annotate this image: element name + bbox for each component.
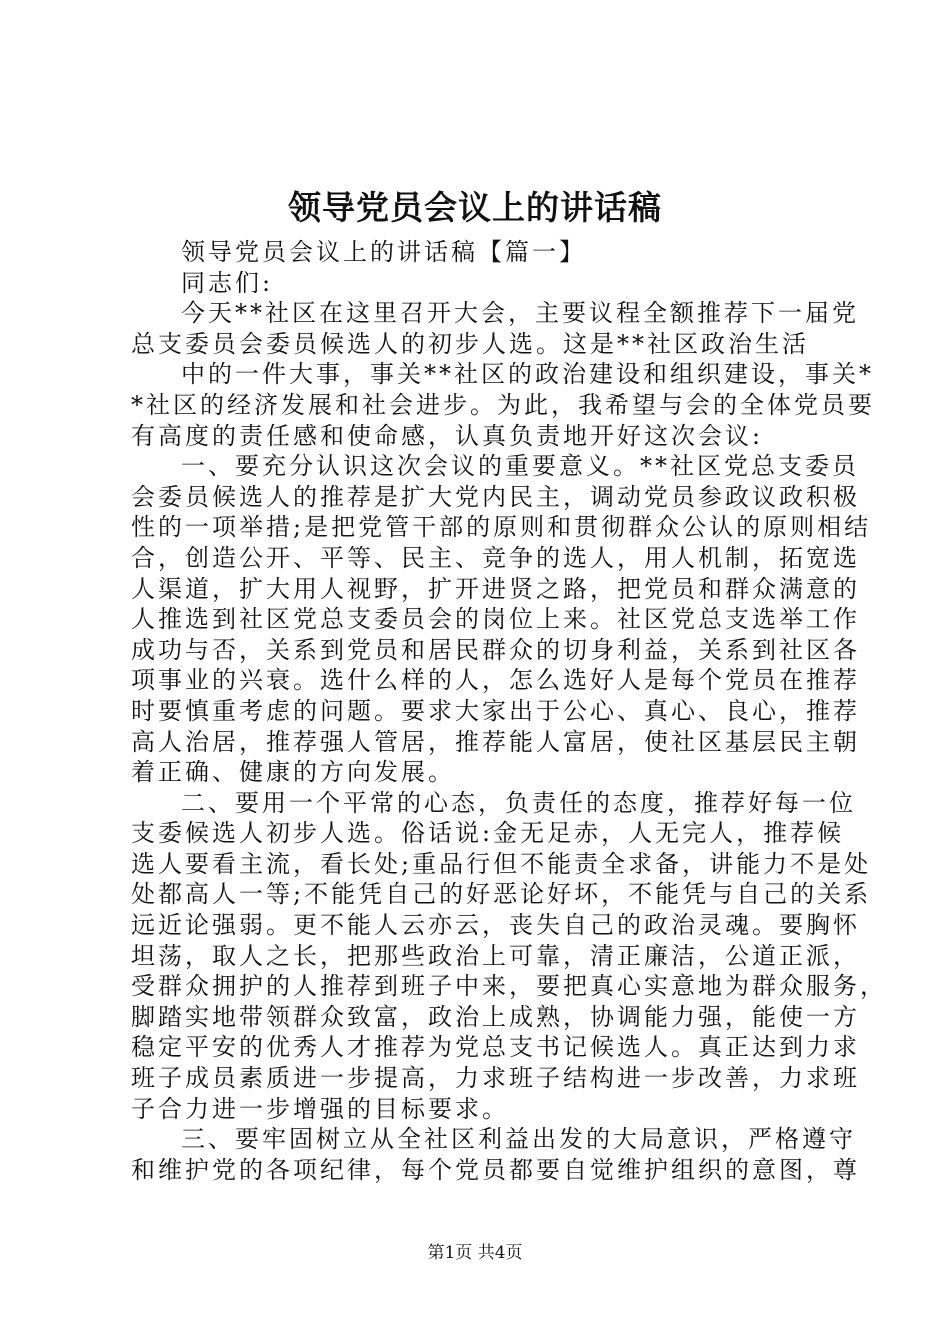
page-footer: 第1页 共4页 — [427, 1243, 523, 1263]
paragraph-line: 脚踏实地带领群众致富，政治上成熟，协调能力强，能使一方 — [131, 1002, 860, 1031]
paragraph-line: 选人要看主流，看长处;重品行但不能责全求备，讲能力不是处 — [131, 849, 872, 878]
paragraph-line: 处都高人一等;不能凭自己的好恶论好坏，不能凭与自己的关系 — [131, 880, 872, 909]
paragraph-line: 和维护党的各项纪律，每个党员都要自觉维护组织的意图，尊 — [131, 1155, 860, 1184]
document-body — [131, 237, 887, 1185]
paragraph-line: 坦荡，取人之长，把那些政治上可靠，清正廉洁，公道正派， — [131, 941, 860, 970]
paragraph-line: 三、要牢固树立从全社区利益出发的大局意识，严格遵守 — [181, 1125, 856, 1154]
paragraph-line: 性的一项举措;是把党管干部的原则和贯彻群众公认的原则相结 — [131, 513, 872, 542]
paragraph-line: 人推选到社区党总支委员会的岗位上来。社区党总支选举工作 — [131, 605, 860, 634]
paragraph-line: 合，创造公开、平等、民主、竞争的选人，用人机制，拓宽选 — [131, 543, 860, 572]
paragraph-line: 成功与否，关系到党员和居民群众的切身利益，关系到社区各 — [131, 635, 860, 664]
paragraph-line: 高人治居，推荐强人管居，推荐能人富居，使社区基层民主朝 — [131, 727, 860, 756]
paragraph-line: 会委员候选人的推荐是扩大党内民主，调动党员参政议政积极 — [131, 482, 860, 511]
paragraph-line: *社区的经济发展和社会进步。为此，我希望与会的全体党员要 — [131, 390, 875, 419]
paragraph-line: 时要慎重考虑的问题。要求大家出于公心、真心、良心，推荐 — [131, 696, 860, 725]
paragraph-line: 稳定平安的优秀人才推荐为党总支书记候选人。真正达到力求 — [131, 1033, 860, 1062]
paragraph-line: 中的一件大事，事关**社区的政治建设和组织建设，事关* — [181, 360, 874, 389]
paragraph-line: 一、要充分认识这次会议的重要意义。**社区党总支委员 — [181, 452, 859, 481]
paragraph-line: 支委候选人初步人选。俗话说:金无足赤，人无完人，推荐候 — [131, 819, 845, 848]
subtitle-line: 领导党员会议上的讲话稿【篇一】 — [181, 238, 586, 266]
paragraph-line: 受群众拥护的人推荐到班子中来，要把真心实意地为群众服务， — [131, 972, 887, 1001]
paragraph-line: 着正确、健康的方向发展。 — [131, 758, 455, 787]
paragraph-line: 远近论强弱。更不能人云亦云，丧失自己的政治灵魂。要胸怀 — [131, 911, 860, 940]
salutation-line: 同志们: — [181, 268, 274, 297]
paragraph-line: 班子成员素质进一步提高，力求班子结构进一步改善，力求班 — [131, 1064, 860, 1093]
document-title: 领导党员会议上的讲话稿 — [288, 188, 662, 227]
paragraph-line: 总支委员会委员候选人的初步人选。这是**社区政治生活 — [131, 329, 809, 358]
paragraph-line: 今天**社区在这里召开大会，主要议程全额推荐下一届党 — [181, 299, 859, 328]
paragraph-line: 人渠道，扩大用人视野，扩开进贤之路，把党员和群众满意的 — [131, 574, 860, 603]
paragraph-line: 子合力进一步增强的目标要求。 — [131, 1094, 509, 1123]
paragraph-line: 有高度的责任感和使命感，认真负责地开好这次会议: — [131, 421, 764, 450]
paragraph-line: 二、要用一个平常的心态，负责任的态度，推荐好每一位 — [181, 788, 856, 817]
paragraph-line: 项事业的兴衰。选什么样的人，怎么选好人是每个党员在推荐 — [131, 666, 860, 695]
